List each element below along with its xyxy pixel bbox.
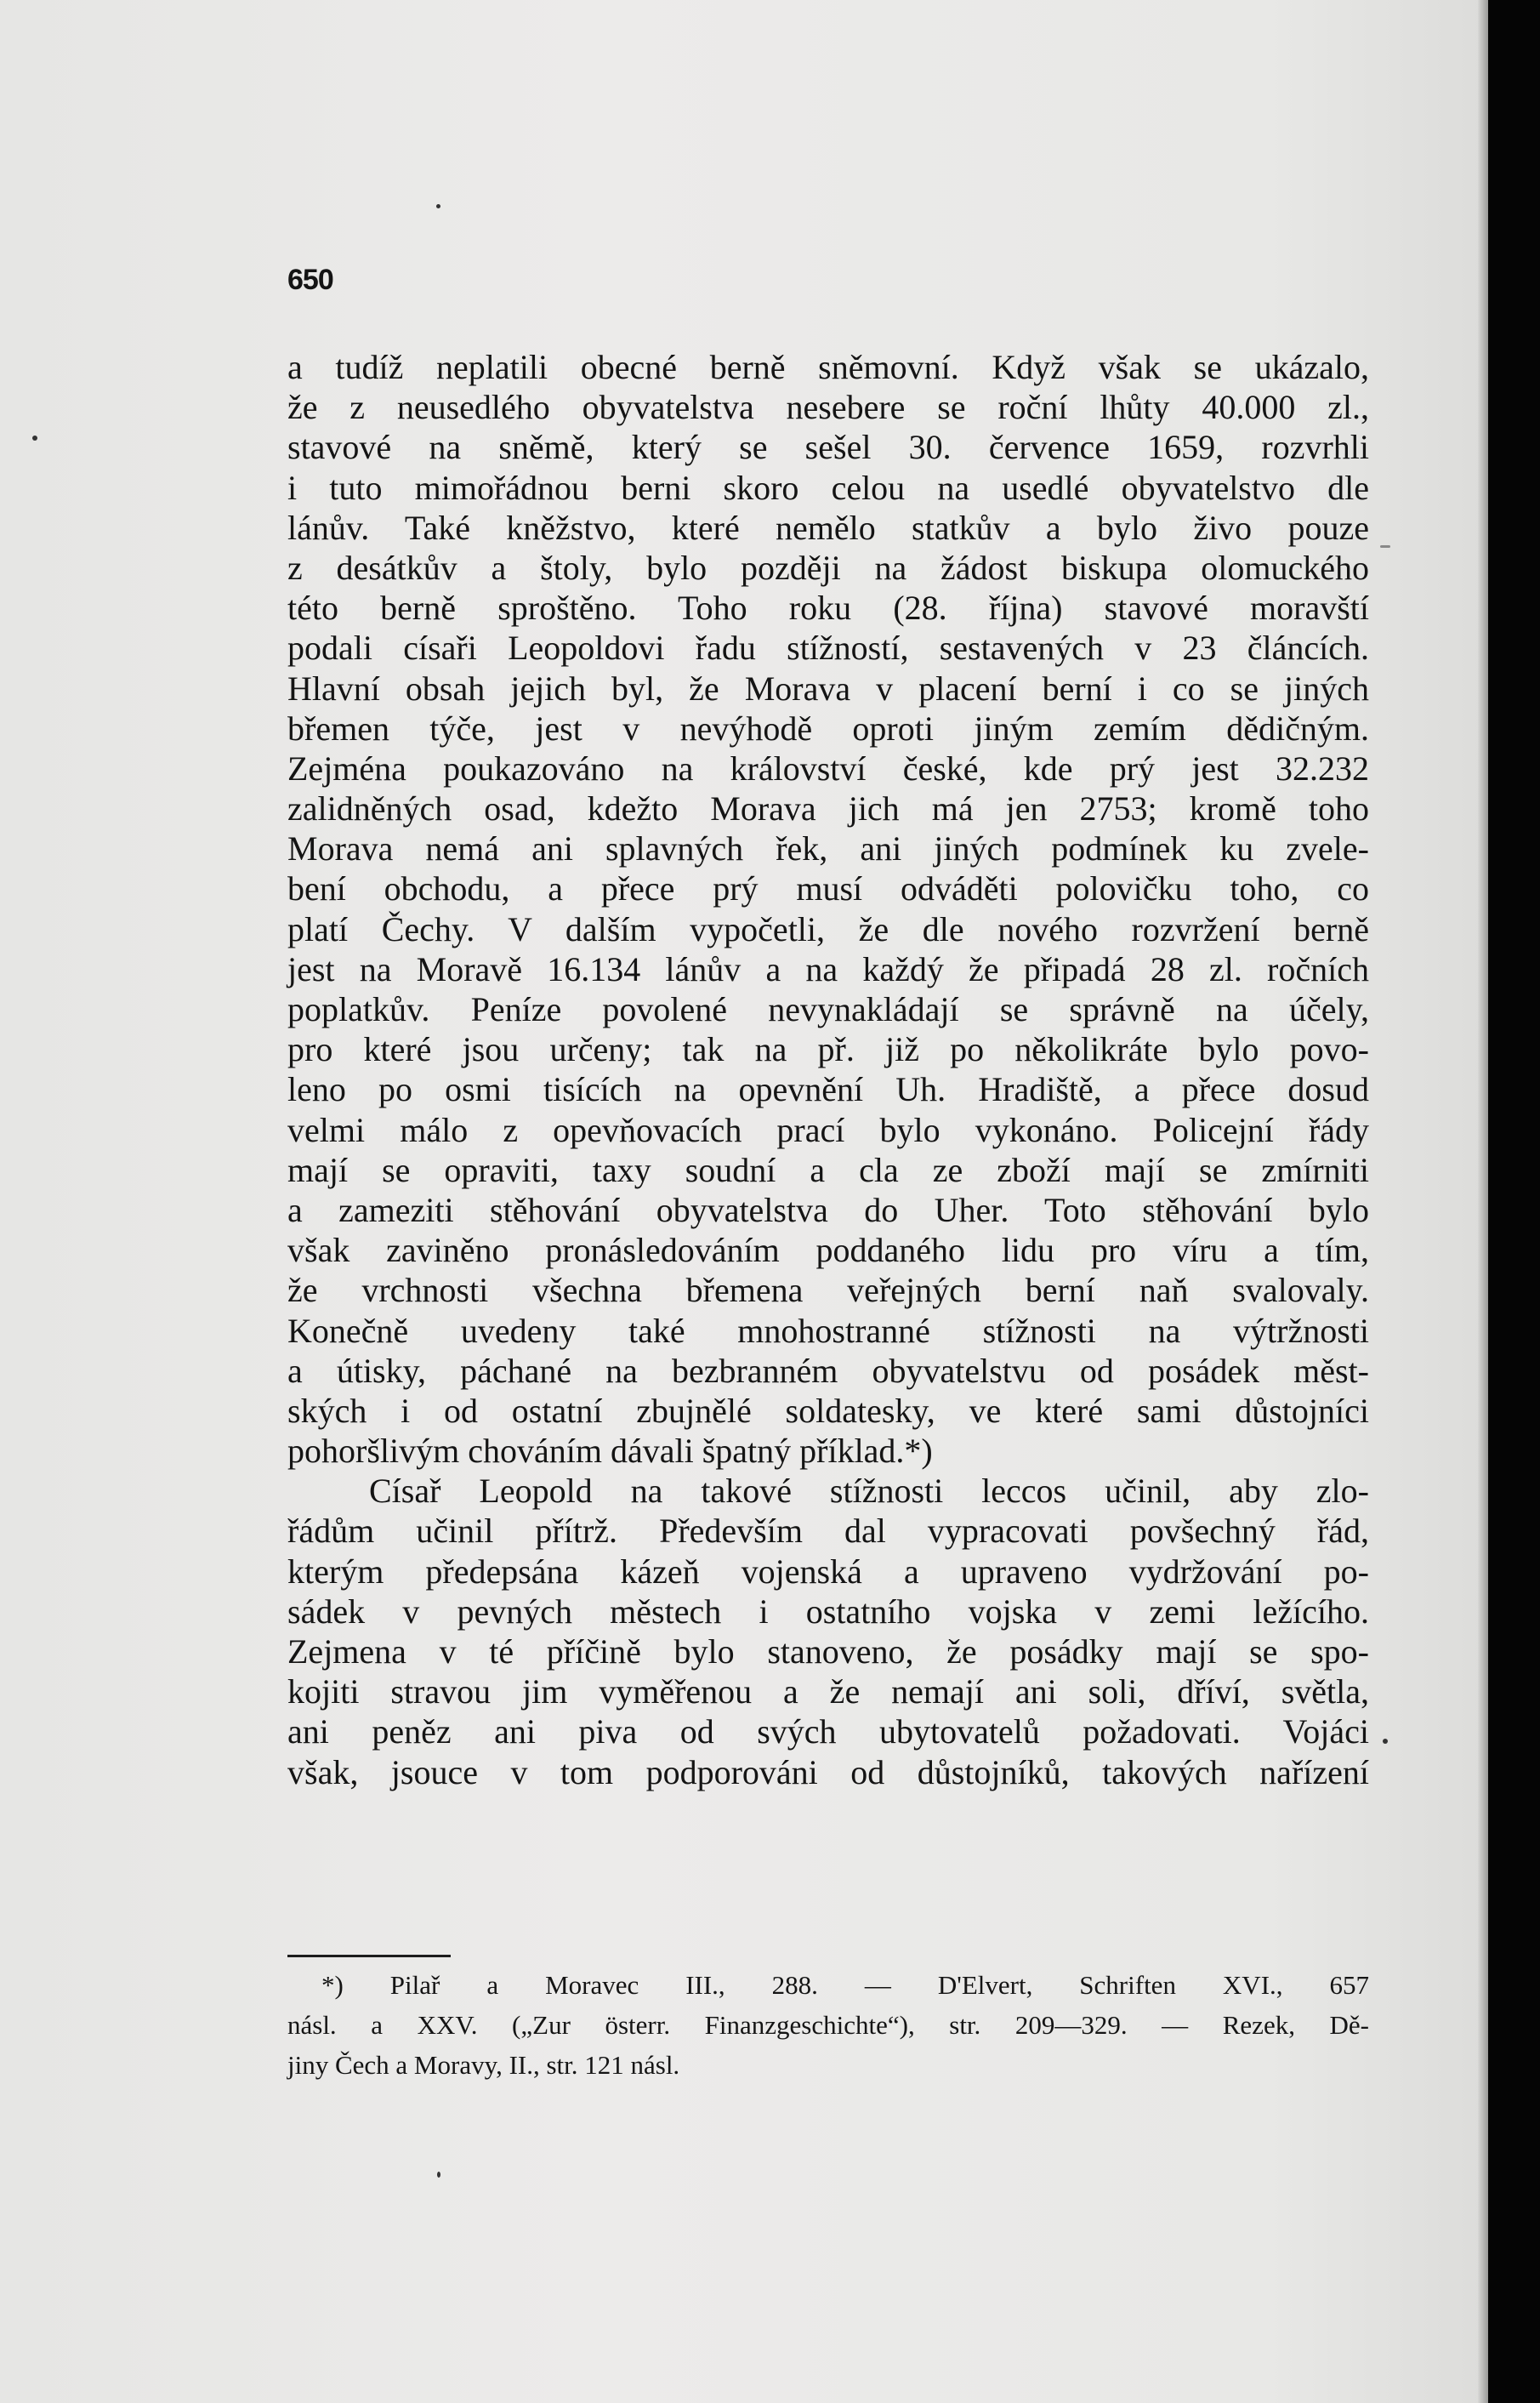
footnote-line: násl. a XXV. („Zur österr. Finanzgeschichte“), str. 209—329. — Rezek, Dě- <box>287 2010 1369 2040</box>
text-line: a zameziti stěhování obyvatelstva do Uher. Toto stěhování bylo <box>287 1190 1369 1229</box>
text-line: leno po osmi tisících na opevnění Uh. Hradiště, a přece dosud <box>287 1070 1369 1109</box>
text-line: podali císaři Leopoldovi řadu stížností, sestavených v 23 článcích. <box>287 629 1369 668</box>
dust-speck <box>1380 545 1390 548</box>
text-line: mají se opraviti, taxy soudní a cla ze zboží mají se zmírniti <box>287 1150 1369 1189</box>
text-line: kojiti stravou jim vyměřenou a že nemají ani soli, dříví, světla, <box>287 1672 1369 1711</box>
text-line: velmi málo z opevňovacích prací bylo vykonáno. Policejní řády <box>287 1110 1369 1149</box>
footnote-line: jiny Čech a Moravy, II., str. 121 násl. <box>287 2050 680 2080</box>
paragraph-start-line: Císař Leopold na takové stížnosti leccos učinil, aby zlo- <box>369 1472 1369 1511</box>
dust-speck <box>1383 1739 1388 1744</box>
text-line: ských i od ostatní zbujnělé soldatesky, ve které sami důstojníci <box>287 1391 1369 1430</box>
text-line: a tudíž neplatili obecné berně sněmovní. Když však se ukázalo, <box>287 348 1369 386</box>
text-line: této berně sproštěno. Toho roku (28. října) stavové moravští <box>287 589 1369 628</box>
text-line: Hlavní obsah jejich byl, že Morava v placení berní i co se jiných <box>287 669 1369 708</box>
text-line: a útisky, páchané na bezbranném obyvatelstvu od posádek měst- <box>287 1351 1369 1390</box>
footnote-line: *) Pilař a Moravec III., 288. — D'Elvert, Schriften XVI., 657 <box>321 1970 1369 2000</box>
text-line: lánův. Také kněžstvo, které nemělo statkův a bylo živo pouze <box>287 508 1369 547</box>
dust-speck <box>437 2172 440 2178</box>
text-line: Zejmena v té příčině bylo stanoveno, že posádky mají se spo- <box>287 1632 1369 1671</box>
text-line: však zaviněno pronásledováním poddaného lidu pro víru a tím, <box>287 1231 1369 1270</box>
text-line: však, jsouce v tom podporováni od důstojníků, takových nařízení <box>287 1752 1369 1791</box>
body-text <box>287 347 1369 1792</box>
text-line: že vrchnosti všechna břemena veřejných berní naň svalovaly. <box>287 1271 1369 1310</box>
text-line: ani peněz ani piva od svých ubytovatelů požadovati. Vojáci <box>287 1712 1369 1751</box>
text-line: břemen týče, jest v nevýhodě oproti jiným zemím dědičným. <box>287 709 1369 748</box>
page-number: 650 <box>287 264 333 296</box>
footnote-divider <box>287 1955 451 1957</box>
text-line: zalidněných osad, kdežto Morava jich má jen 2753; kromě toho <box>287 789 1369 829</box>
text-line: sádek v pevných městech i ostatního vojska v zemi ležícího. <box>287 1592 1369 1631</box>
text-line: poplatkův. Peníze povolené nevynakládají se správně na účely, <box>287 990 1369 1028</box>
text-line: z desátkův a štoly, bylo později na žádost biskupa olomuckého <box>287 548 1369 587</box>
dust-speck <box>32 436 37 441</box>
text-line: jest na Moravě 16.134 lánův a na každý že připadá 28 zl. ročních <box>287 949 1369 988</box>
dust-speck <box>436 204 440 208</box>
text-line: kterým předepsána kázeň vojenská a upraveno vydržování po- <box>287 1552 1369 1591</box>
text-line: Konečně uvedeny také mnohostranné stížnosti na výtržnosti <box>287 1311 1369 1350</box>
page-edge-shadow <box>1478 0 1488 2403</box>
footnote <box>287 1965 1369 2085</box>
text-line: i tuto mimořádnou berni skoro celou na usedlé obyvatelstvo dle <box>287 468 1369 507</box>
text-line: pro které jsou určeny; tak na př. již po několikráte bylo povo- <box>287 1030 1369 1069</box>
text-line: pohoršlivým chováním dávali špatný příklad.*) <box>287 1432 933 1471</box>
text-line: řádům učinil přítrž. Především dal vypracovati povšechný řád, <box>287 1512 1369 1551</box>
text-line: že z neusedlého obyvatelstva nesebere se roční lhůty 40.000 zl., <box>287 388 1369 427</box>
text-line: bení obchodu, a přece prý musí odváděti polovičku toho, co <box>287 869 1369 908</box>
text-line: Zejména poukazováno na království české, kde prý jest 32.232 <box>287 749 1369 788</box>
scan-border <box>1488 0 1540 2403</box>
text-line: Morava nemá ani splavných řek, ani jiných podmínek ku zvele- <box>287 829 1369 868</box>
text-line: platí Čechy. V dalším vypočetli, že dle nového rozvržení berně <box>287 909 1369 948</box>
text-line: stavové na sněmě, který se sešel 30. července 1659, rozvrhli <box>287 428 1369 467</box>
